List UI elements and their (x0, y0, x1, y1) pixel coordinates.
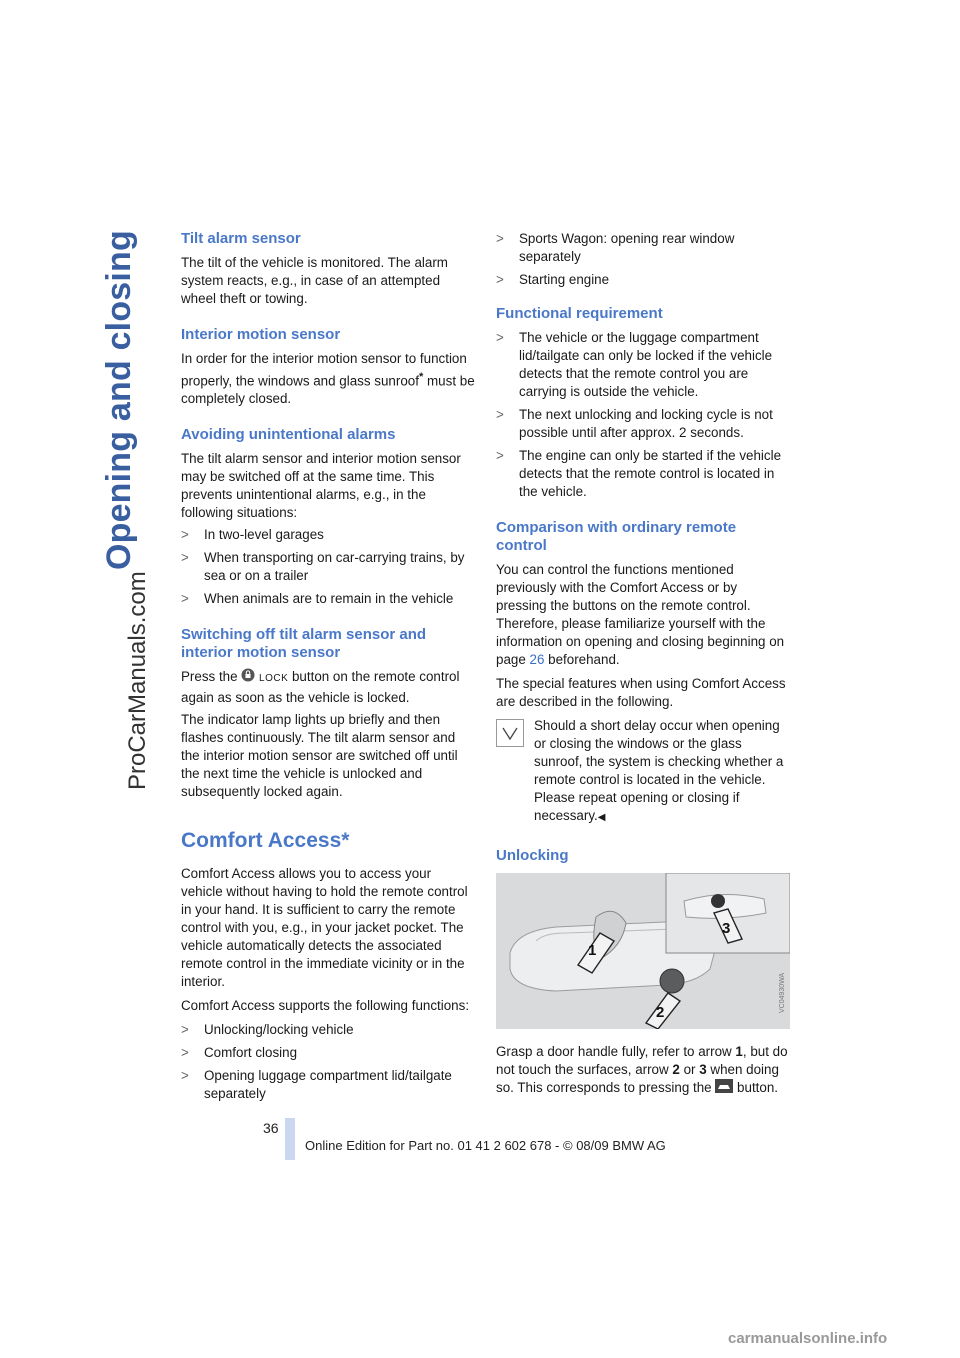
list-item-text: In two-level garages (204, 527, 324, 543)
side-watermark: ProCarManuals.com (124, 571, 151, 790)
tilt-alarm-heading: Tilt alarm sensor (181, 230, 301, 247)
optional-asterisk: * (418, 371, 424, 383)
comfort-access-text-1: Comfort Access allows you to access your vehicle without having to hold the remote control in your hand. It is sufficient to carry the remote control with you, e.g., in your jacket pocket. The vehicle automatically detects the associated remote control in the immediate vicinity or in the interior. (181, 865, 468, 989)
lock-label: LOCK (259, 673, 289, 685)
list-item-text: Opening luggage compartment lid/tailgate separately (204, 1067, 452, 1101)
interior-motion-heading: Interior motion sensor (181, 326, 341, 343)
switching-off-text-1 (181, 668, 475, 706)
switching-off-section (181, 626, 475, 800)
interior-motion-text (181, 350, 475, 408)
bullet-marker: > (496, 272, 504, 287)
callout-3: 3 (722, 920, 731, 937)
bullet-marker: > (181, 1067, 189, 1083)
switching-off-text-2: The indicator lamp lights up briefly and then flashes continuously. The tilt alarm sensor and the interior motion sensor are switched off until the next time the vehicle is unlocked and subsequently locked again. (181, 711, 458, 799)
text-part: You can control the functions mentioned previously with the Comfort Access or by pressing the buttons on the remote control. Therefore, please familiarize yourself with the information on opening and closing beginning on page (496, 562, 785, 667)
interior-text-part: must be completely closed. (181, 373, 475, 407)
text-part: Press the (181, 669, 242, 685)
arrow-ref: 2 (672, 1062, 680, 1077)
list-item (181, 1067, 475, 1103)
list-item-text: Unlocking/locking vehicle (204, 1021, 354, 1037)
bullet-marker: > (181, 1021, 189, 1037)
text-part: beforehand. (544, 652, 620, 667)
list-item-text: When animals are to remain in the vehicle (204, 591, 454, 607)
section-side-title: Opening and closing (100, 230, 138, 571)
bullet-marker: > (496, 330, 504, 345)
bullet-marker: > (181, 591, 189, 607)
comfort-access-heading: Comfort Access* (181, 828, 350, 852)
functional-requirement-section (496, 305, 790, 501)
note-text: Should a short delay occur when opening or closing the windows or the glass sunroof, the system is checking whether a remote control is located in the vehicle. Please repeat opening or closing if necessary. (534, 718, 784, 823)
list-item (181, 1044, 475, 1062)
avoiding-alarms-list (181, 526, 475, 608)
functional-requirement-heading: Functional requirement (496, 305, 663, 322)
bullet-marker: > (181, 550, 189, 566)
list-item (181, 1021, 475, 1039)
unlocking-heading: Unlocking (496, 847, 569, 864)
page-reference-link[interactable]: 26 (529, 652, 545, 667)
tilt-alarm-section (181, 230, 475, 308)
list-item-text: The next unlocking and locking cycle is not possible until after approx. 2 seconds. (519, 407, 773, 440)
list-item (496, 406, 790, 442)
text-part: when doing so. This corresponds to pressing the (496, 1062, 779, 1096)
list-item (496, 329, 790, 401)
list-item-text: Comfort closing (204, 1044, 298, 1060)
comfort-access-text-2: Comfort Access supports the following functions: (181, 997, 470, 1013)
text-part: button. (733, 1080, 778, 1096)
interior-motion-section (181, 326, 475, 408)
bullet-marker: > (496, 231, 504, 246)
text-part: or (679, 1062, 700, 1077)
page-bar (285, 1118, 295, 1160)
comfort-functions-list (181, 1021, 475, 1103)
list-item-text: Starting engine (519, 272, 610, 287)
list-item-text: When transporting on car-carrying trains, by sea or on a trailer (204, 550, 465, 584)
interior-text-part: In order for the interior motion sensor to function properly, the windows and glass sunroof (181, 351, 467, 389)
list-item-text: The engine can only be started if the vehicle detects that the remote control is located in the vehicle. (519, 448, 782, 499)
list-item (181, 526, 475, 544)
list-item (496, 230, 790, 266)
end-marker-icon: ◀ (597, 812, 606, 823)
edition-note: Online Edition for Part no. 01 41 2 602 678 - © 08/09 BMW AG (305, 1138, 666, 1153)
bullet-marker: > (181, 1044, 189, 1060)
list-item (181, 549, 475, 585)
arrow-ref: 3 (699, 1062, 707, 1077)
tilt-alarm-text: The tilt of the vehicle is monitored. The alarm system reacts, e.g., in case of an attempted wheel theft or towing. (181, 255, 448, 306)
text-part: , but do not touch the surfaces, arrow (496, 1044, 788, 1077)
comparison-text-1 (496, 561, 790, 669)
door-handle-illustration (496, 873, 790, 1029)
comparison-text-2: The special features when using Comfort Access are described in the following. (496, 676, 786, 709)
list-item (496, 447, 790, 501)
left-column (181, 230, 475, 1108)
list-item (181, 590, 475, 608)
bullet-marker: > (181, 527, 189, 543)
list-item-text: Sports Wagon: opening rear window separately (519, 231, 735, 264)
comparison-heading: Comparison with ordinary remote control (496, 519, 737, 554)
footer-watermark: carmanualsonline.info (728, 1330, 888, 1347)
note-block (496, 717, 790, 827)
avoiding-alarms-text: The tilt alarm sensor and interior motion sensor may be switched off at the same time. This prevents unintentional alarms, e.g., in the following situations: (181, 451, 461, 521)
page-number: 36 (263, 1120, 279, 1136)
callout-1: 1 (588, 942, 597, 959)
switching-off-heading: Switching off tilt alarm sensor and interior motion sensor (181, 626, 427, 662)
bullet-marker: > (496, 448, 504, 463)
car-unlock-icon (715, 1079, 733, 1098)
comfort-functions-list-cont (496, 230, 790, 289)
right-column (496, 230, 790, 1102)
lock-button-icon (241, 668, 255, 687)
arrow-ref: 1 (735, 1044, 743, 1059)
note-check-icon (496, 719, 524, 747)
image-code: VC04930WA (779, 972, 786, 1013)
functional-requirement-list (496, 329, 790, 501)
unlocking-text (496, 1043, 790, 1098)
text-part: button on the remote control again as soon as the vehicle is locked. (181, 669, 460, 705)
callout-2: 2 (656, 1004, 665, 1021)
list-item (496, 271, 790, 289)
list-item-text: The vehicle or the luggage compartment lid/tailgate can only be locked if the vehicle detects that the remote control you are carrying is outside the vehicle. (519, 330, 773, 399)
avoiding-alarms-heading: Avoiding unintentional alarms (181, 426, 396, 444)
bullet-marker: > (496, 407, 504, 422)
text-part: Grasp a door handle fully, refer to arrow (496, 1044, 736, 1059)
comparison-section (496, 519, 790, 827)
avoiding-alarms-section (181, 426, 475, 608)
